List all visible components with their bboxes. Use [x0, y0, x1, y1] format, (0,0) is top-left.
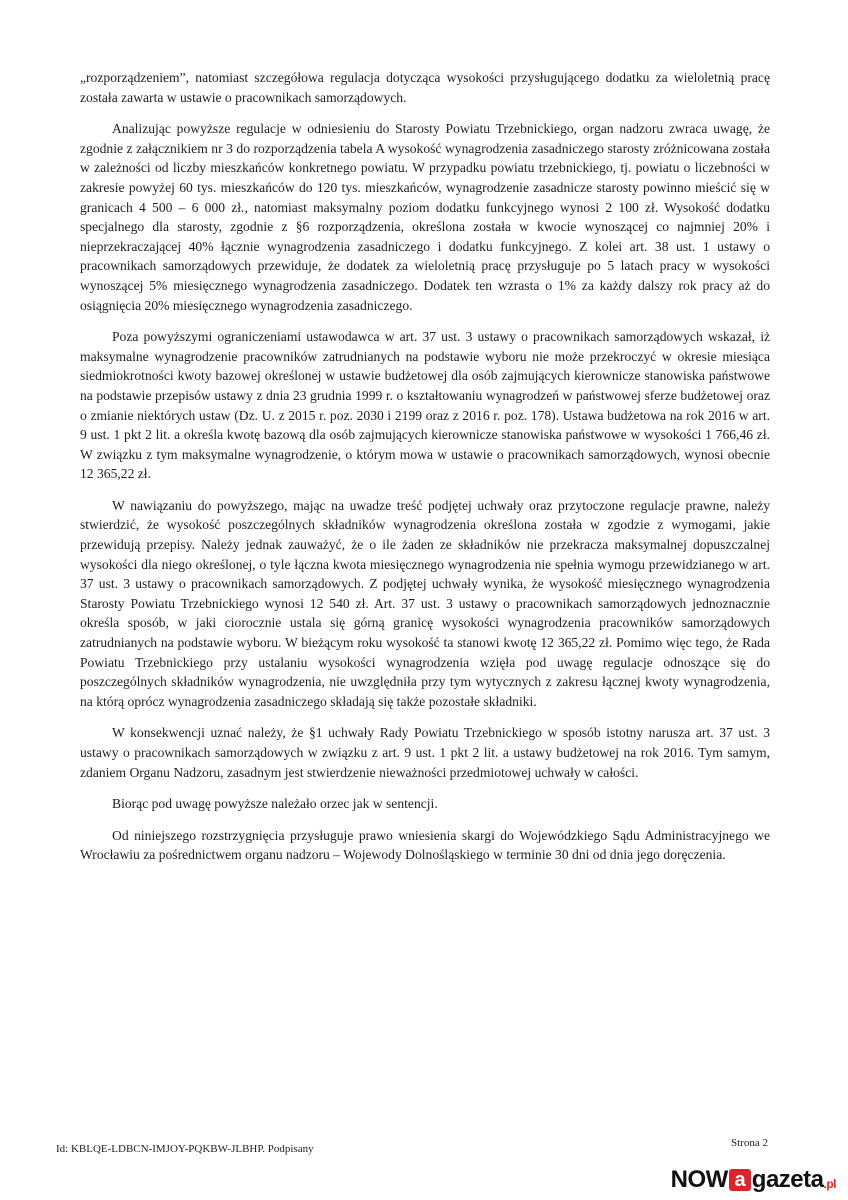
- logo-text-gazeta: gazeta: [751, 1166, 824, 1193]
- paragraph-6: Biorąc pod uwagę powyższe należało orzec jak w sentencji.: [112, 796, 438, 812]
- document-id: Id: KBLQE-LDBCN-IMJOY-PQKBW-JLBHP. Podpisany: [56, 1143, 314, 1155]
- paragraph-2: Analizując powyższe regulacje w odniesieniu do Starosty Powiatu Trzebnickiego, organ nadzoru zwraca uwagę, że zgodnie z załącznikiem nr 3 do rozporządzenia tabela A wysokość wynagrodzenia zasadniczego starosty zróżnicowana została w zależności od liczby mieszkańców konkretnego powiatu. W przypadku powiatu trzebnickiego, tj. powiatu o liczebności w zakresie powyżej 60 tys. mieszkańców do 120 tys. mieszkańców, wynagrodzenie zasadnicze starosty powinno mieścić się w granicach 4 500 – 6 000 zł., natomiast maksymalny poziom dodatku funkcyjnego wynosi 2 100 zł. Wysokość dodatku specjalnego dla starosty, zgodnie z §6 rozporządzenia, określona została w kwocie wynoszącej co najmniej 20% i nieprzekraczającej 40% łącznie wynagrodzenia zasadniczego i dodatku funkcyjnego. Z kolei art. 38 ust. 1 ustawy o pracownikach samorządowych przewiduje, że dodatek za wieloletnią pracę przysługuje po 5 latach pracy w wysokości wynoszącej 5% miesięcznego wynagrodzenia zasadniczego. Dodatek ten wzrasta o 1% za każdy dalszy rok pracy aż do osiągnięcia 20% miesięcznego wynagrodzenia zasadniczego.: [80, 121, 770, 313]
- paragraph-7: Od niniejszego rozstrzygnięcia przysługuje prawo wniesienia skargi do Wojewódzkiego Sądu Administracyjnego we Wrocławiu za pośrednictwem organu nadzoru – Wojewody Dolnośląskiego w terminie 30 dni od dnia jego doręczenia.: [80, 827, 770, 863]
- page-number: Strona 2: [731, 1137, 768, 1149]
- paragraph-1: „rozporządzeniem”, natomiast szczegółowa regulacja dotycząca wysokości przysługującego dodatku za wieloletnią pracę została zawarta w ustawie o pracownikach samorządowych.: [80, 70, 770, 105]
- paragraph-5: W konsekwencji uznać należy, że §1 uchwały Rady Powiatu Trzebnickiego w sposób istotny narusza art. 37 ust. 3 ustawy o pracownikach samorządowych w związku z art. 9 ust. 1 pkt 2 lit. a ustawy budżetowej na rok 2016. Tym samym, zdaniem Organu Nadzoru, zasadnym jest stwierdzenie nieważności przedmiotowej uchwały w całości.: [80, 725, 770, 780]
- paragraph-4: W nawiązaniu do powyższego, mając na uwadze treść podjętej uchwały oraz przytoczone regulacje prawne, należy stwierdzić, że wysokość poszczególnych składników wynagrodzenia określona została w zgodzie z wymogami, jakie przewidują przepisy. Należy jednak zauważyć, że o ile żaden ze składników nie przekracza maksymalnej dopuszczalnej wysokości dla niego określonej, o tyle łączna kwota miesięcznego wynagrodzenia nie spełnia wymogu przewidzianego w art. 37 ust. 3 ustawy o pracownikach samorządowych. Z podjętej uchwały wynika, że wysokość miesięcznego wynagrodzenia Starosty Powiatu Trzebnickiego wynosi 12 540 zł. Art. 37 ust. 3 ustawy o pracownikach samorządowych jednoznacznie określa sposób, w jaki ciorocznie ustala się górną granicę wysokości wynagrodzenia pracowników samorządowych zatrudnianych na podstawie wyboru. W bieżącym roku wysokość ta stanowi kwotę 12 365,22 zł. Pomimo więc tego, że Rada Powiatu Trzebnickiego przy ustalaniu wysokości wynagrodzenia wzięła pod uwagę regulacje odnoszące się do poszczególnych składników wynagrodzenia, nie uwzględniła przy tym wytycznych z zakresu łącznej kwoty wynagrodzenia, na którą oprócz wynagrodzenia zasadniczego składają się także pozostałe składniki.: [80, 497, 770, 709]
- logo-text-suffix: .pl: [823, 1177, 836, 1191]
- paragraph-3: Poza powyższymi ograniczeniami ustawodawca w art. 37 ust. 3 ustawy o pracownikach samorządowych wskazał, iż maksymalne wynagrodzenie pracowników zatrudnianych na podstawie wyboru nie może przekroczyć w okresie miesiąca siedmiokrotności kwoty bazowej określonej w ustawie budżetowej dla osób zajmujących kierownicze stanowiska państwowe na podstawie przepisów ustawy z dnia 23 grudnia 1999 r. o kształtowaniu wynagrodzeń w państwowej sferze budżetowej oraz o zmianie niektórych ustaw (Dz. U. z 2015 r. poz. 2030 i 2199 oraz z 2016 r. poz. 178). Ustawa budżetowa na rok 2016 w art. 9 ust. 1 pkt 2 lit. a określa kwotę bazową dla osób zajmujących kierownicze stanowiska państwowe w wysokości 1 766,46 zł. W związku z tym maksymalne wynagrodzenie, o którym mowa w ustawie o pracownikach samorządowych, wynosi obecnie 12 365,22 zł.: [80, 329, 770, 482]
- nowagazeta-logo[interactable]: [671, 1166, 836, 1194]
- document-body: [80, 68, 770, 877]
- logo-text-now: NOW: [670, 1166, 728, 1193]
- logo-boxed-letter: a: [729, 1169, 751, 1191]
